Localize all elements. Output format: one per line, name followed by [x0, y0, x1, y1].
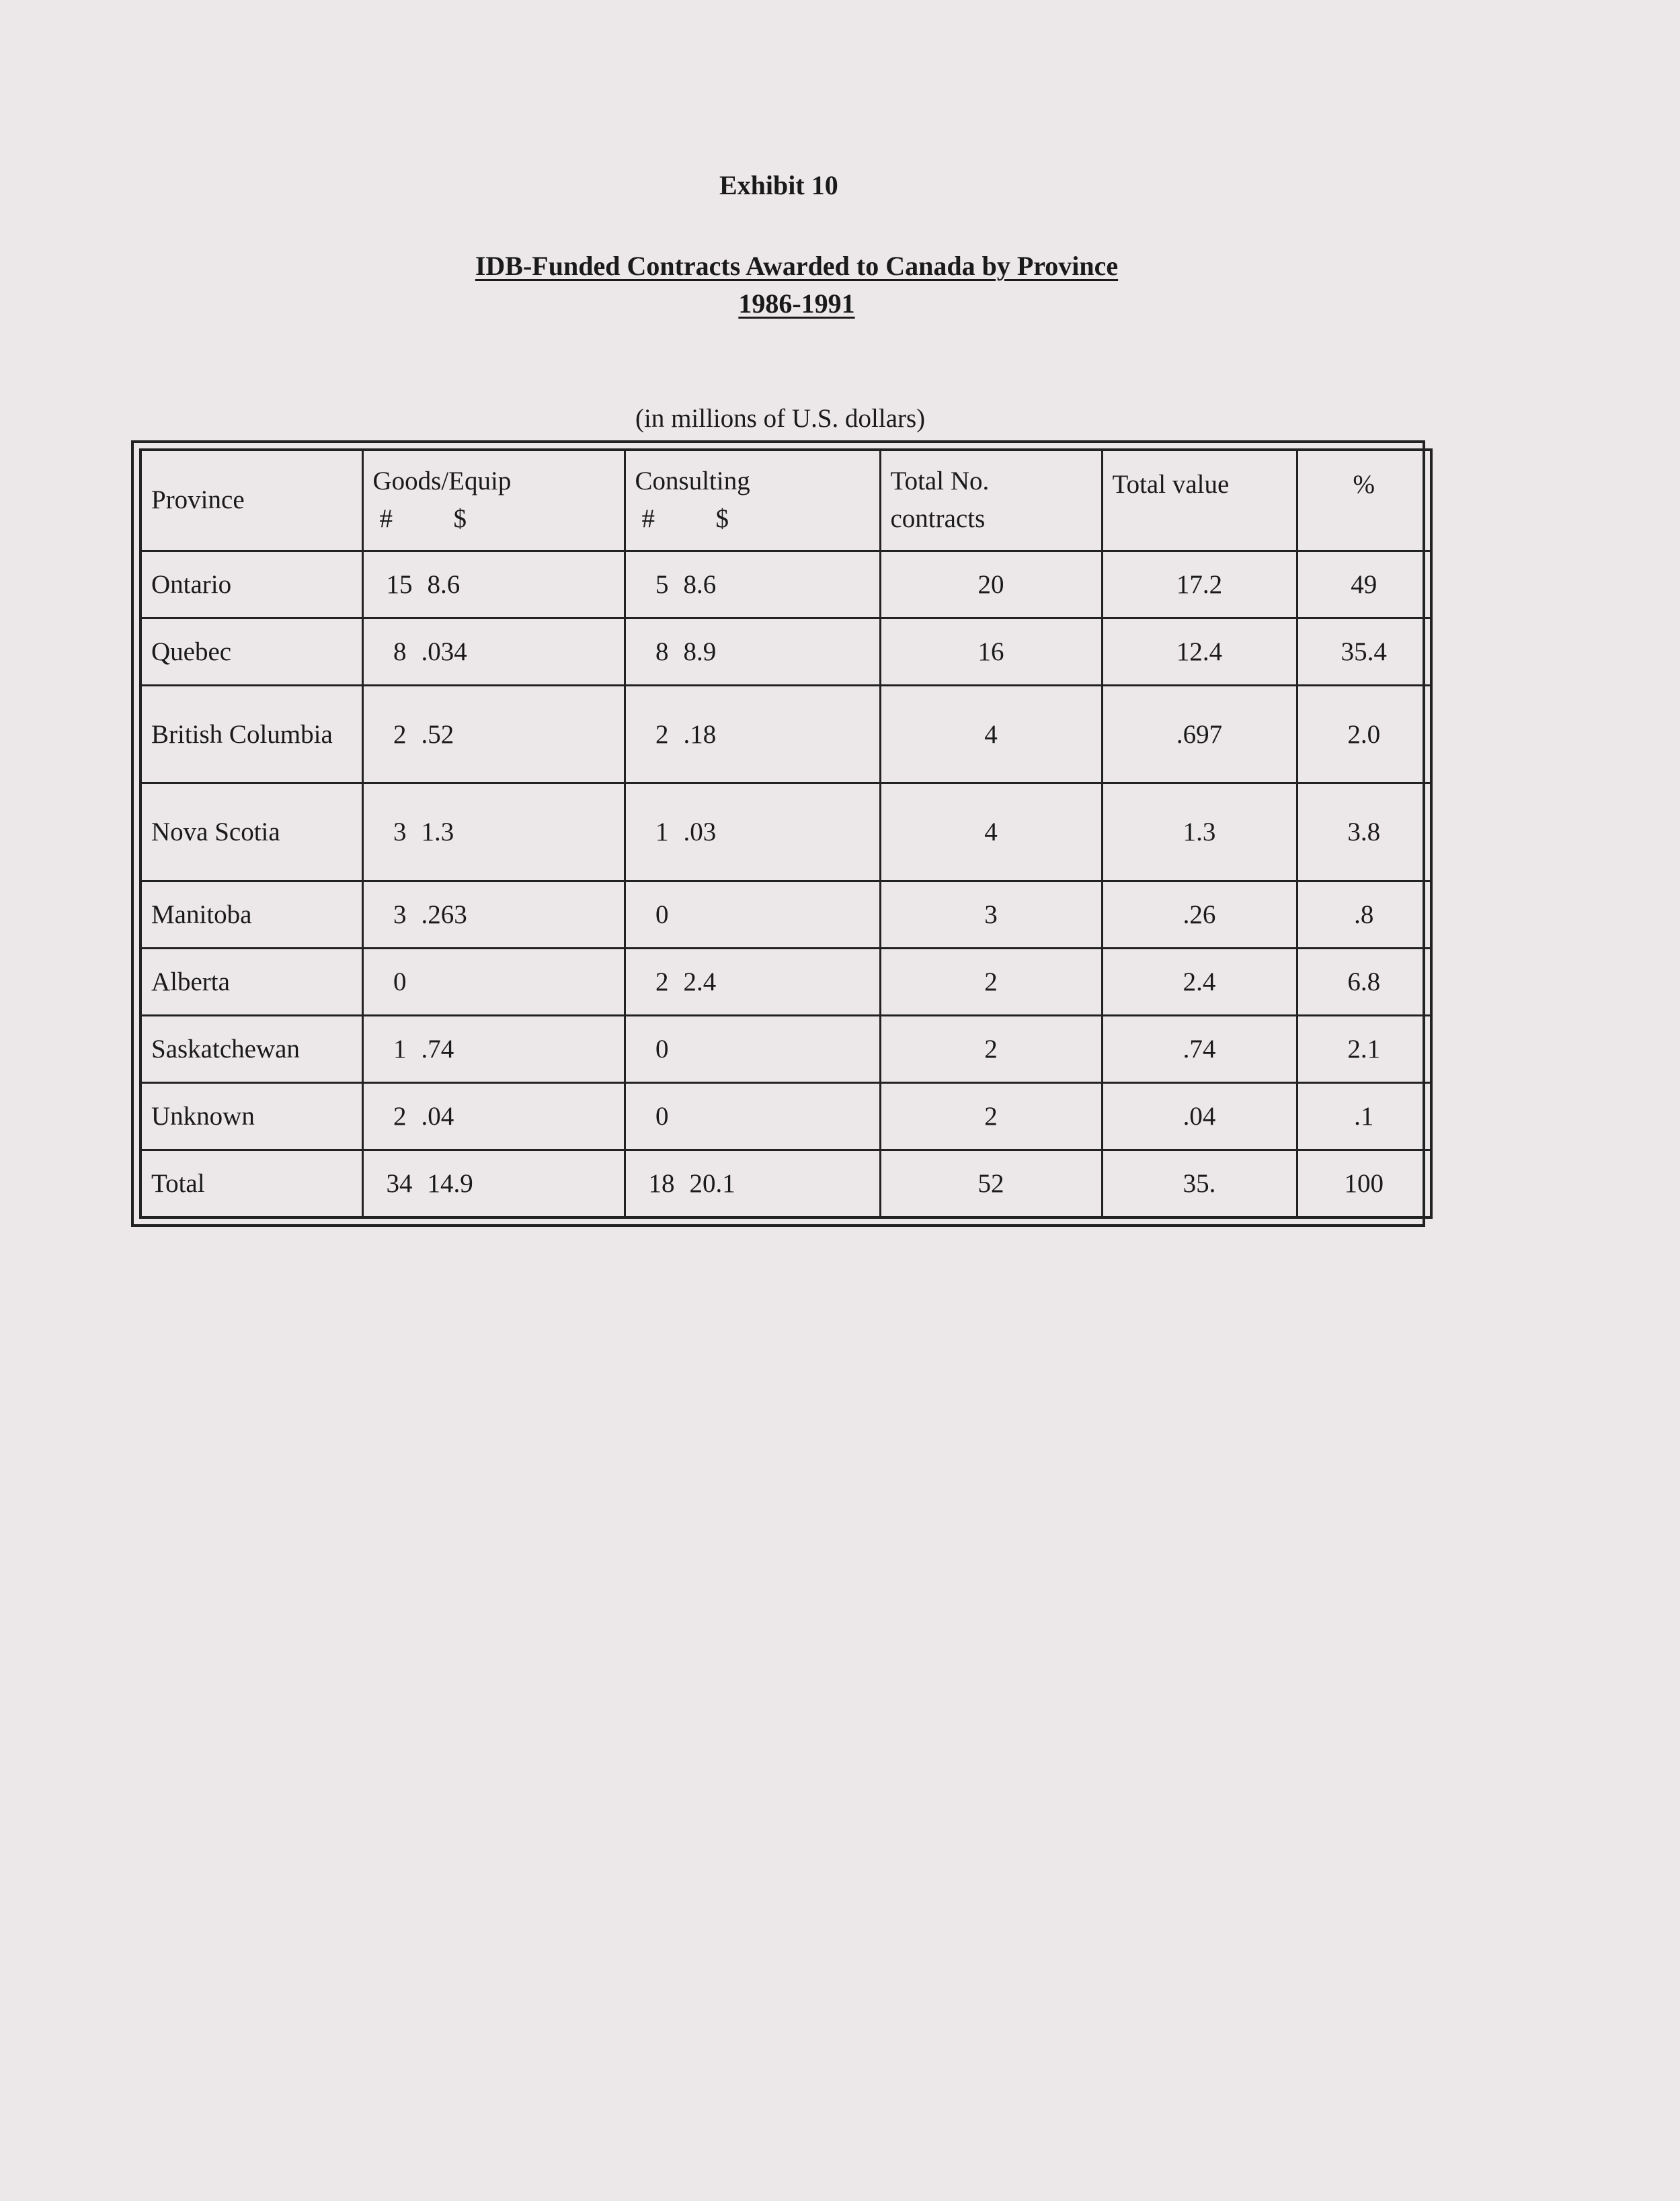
table-title: [424, 247, 1170, 323]
province-name: British Columbia: [151, 719, 333, 749]
goods-value: .74: [421, 1035, 454, 1064]
table-row: [141, 685, 1431, 783]
total-value: .26: [1183, 899, 1216, 929]
percent-value: .8: [1354, 899, 1374, 929]
goods-value: 14.9: [427, 1169, 473, 1199]
consulting-cell: [625, 551, 880, 618]
goods-cell: [362, 618, 625, 685]
total-value-cell: [1102, 685, 1297, 783]
goods-cell: [362, 1015, 625, 1082]
total-no-cell: [880, 1150, 1102, 1217]
goods-value: .04: [421, 1102, 454, 1131]
province-name: Manitoba: [151, 899, 252, 929]
header-goods: Goods/Equip # $: [362, 450, 625, 551]
consulting-cell: [625, 685, 880, 783]
table-row: [141, 881, 1431, 948]
total-value: .697: [1176, 719, 1223, 749]
percent-value: 2.1: [1347, 1035, 1381, 1064]
total-no-value: 16: [977, 637, 1004, 666]
total-no-value: 3: [984, 899, 998, 929]
total-value: .74: [1183, 1035, 1216, 1064]
province-name: Unknown: [151, 1102, 255, 1131]
header-percent: %: [1297, 450, 1431, 551]
province-name: Ontario: [151, 569, 232, 599]
consulting-cell: [625, 618, 880, 685]
contracts-table: [139, 448, 1433, 1219]
percent-value: 35.4: [1341, 637, 1387, 666]
percent-cell: [1297, 685, 1431, 783]
header-total-value: Total value: [1102, 450, 1297, 551]
province-cell: [141, 1015, 362, 1082]
province-cell: [141, 685, 362, 783]
total-no-cell: [880, 618, 1102, 685]
province-cell: [141, 948, 362, 1015]
goods-count: 3: [393, 899, 407, 929]
percent-value: 6.8: [1347, 967, 1381, 996]
total-no-cell: [880, 1083, 1102, 1150]
consulting-value: .03: [683, 817, 717, 846]
percent-value: 2.0: [1347, 719, 1381, 749]
total-value-cell: [1102, 783, 1297, 881]
goods-cell: [362, 783, 625, 881]
consulting-count: 0: [655, 899, 669, 929]
consulting-cell: [625, 1015, 880, 1082]
consulting-value: .18: [683, 719, 717, 749]
exhibit-label: Exhibit 10: [719, 170, 838, 200]
table-row: [141, 1015, 1431, 1082]
goods-count: 3: [393, 817, 407, 846]
total-no-value: 2: [984, 1102, 998, 1131]
consulting-cell: [625, 1083, 880, 1150]
total-no-value: 4: [984, 719, 998, 749]
total-no-cell: [880, 783, 1102, 881]
goods-cell: [362, 685, 625, 783]
table-row: [141, 783, 1431, 881]
total-value: 1.3: [1183, 817, 1216, 846]
province-name: Nova Scotia: [151, 817, 280, 846]
total-value: 2.4: [1183, 967, 1216, 996]
province-cell: [141, 881, 362, 948]
table-frame: [131, 440, 1425, 1227]
province-name: Total: [151, 1169, 205, 1199]
consulting-value: 8.6: [683, 569, 717, 599]
total-no-value: 52: [977, 1169, 1004, 1199]
total-value-cell: [1102, 1083, 1297, 1150]
table-row: [141, 551, 1431, 618]
consulting-cell: [625, 1150, 880, 1217]
percent-value: .1: [1354, 1102, 1374, 1131]
province-name: Saskatchewan: [151, 1035, 300, 1064]
province-cell: [141, 783, 362, 881]
goods-count: 0: [393, 967, 407, 996]
consulting-count: 0: [655, 1035, 669, 1064]
table-row: [141, 618, 1431, 685]
goods-count: 2: [393, 1102, 407, 1131]
percent-cell: [1297, 1150, 1431, 1217]
percent-value: 100: [1344, 1169, 1384, 1199]
total-no-value: 4: [984, 817, 998, 846]
table-row: [141, 1083, 1431, 1150]
percent-value: 49: [1351, 569, 1377, 599]
total-no-value: 20: [977, 569, 1004, 599]
goods-cell: [362, 881, 625, 948]
consulting-cell: [625, 783, 880, 881]
goods-cell: [362, 551, 625, 618]
header-total-no: Total No. contracts: [880, 450, 1102, 551]
percent-value: 3.8: [1347, 817, 1381, 846]
total-value-cell: [1102, 618, 1297, 685]
province-name: Quebec: [151, 637, 232, 666]
header-province: Province: [141, 450, 362, 551]
total-value: 17.2: [1176, 569, 1223, 599]
percent-cell: [1297, 1083, 1431, 1150]
percent-cell: [1297, 1015, 1431, 1082]
goods-count: 15: [386, 569, 413, 599]
total-no-value: 2: [984, 1035, 998, 1064]
province-cell: [141, 1083, 362, 1150]
consulting-count: 1: [655, 817, 669, 846]
total-no-cell: [880, 685, 1102, 783]
consulting-value: 8.9: [683, 637, 717, 666]
goods-count: 34: [386, 1169, 413, 1199]
consulting-count: 0: [655, 1102, 669, 1131]
total-value-cell: [1102, 881, 1297, 948]
title-line-1: IDB-Funded Contracts Awarded to Canada by Province: [475, 251, 1119, 281]
total-value-cell: [1102, 1150, 1297, 1217]
province-cell: [141, 1150, 362, 1217]
province-cell: [141, 618, 362, 685]
consulting-count: 2: [655, 967, 669, 996]
total-value-cell: [1102, 551, 1297, 618]
consulting-count: 8: [655, 637, 669, 666]
percent-cell: [1297, 948, 1431, 1015]
goods-cell: [362, 1083, 625, 1150]
total-value-cell: [1102, 1015, 1297, 1082]
total-no-cell: [880, 881, 1102, 948]
goods-value: .034: [421, 637, 467, 666]
table-row: [141, 948, 1431, 1015]
units-note: (in millions of U.S. dollars): [635, 404, 926, 433]
total-value-cell: [1102, 948, 1297, 1015]
title-line-2: 1986-1991: [738, 288, 855, 319]
consulting-count: 18: [648, 1169, 675, 1199]
consulting-count: 2: [655, 719, 669, 749]
total-value: 35.: [1183, 1169, 1216, 1199]
goods-value: 8.6: [427, 569, 461, 599]
consulting-value: 20.1: [689, 1169, 735, 1199]
total-value: 12.4: [1176, 637, 1223, 666]
consulting-count: 5: [655, 569, 669, 599]
goods-cell: [362, 948, 625, 1015]
goods-count: 2: [393, 719, 407, 749]
goods-count: 1: [393, 1035, 407, 1064]
province-name: Alberta: [151, 967, 230, 996]
percent-cell: [1297, 783, 1431, 881]
province-cell: [141, 551, 362, 618]
total-no-cell: [880, 948, 1102, 1015]
percent-cell: [1297, 551, 1431, 618]
header-consulting: Consulting # $: [625, 450, 880, 551]
goods-cell: [362, 1150, 625, 1217]
percent-cell: [1297, 881, 1431, 948]
header-row: [141, 450, 1431, 551]
total-row: [141, 1150, 1431, 1217]
consulting-cell: [625, 948, 880, 1015]
total-no-value: 2: [984, 967, 998, 996]
goods-count: 8: [393, 637, 407, 666]
consulting-value: 2.4: [683, 967, 717, 996]
percent-cell: [1297, 618, 1431, 685]
goods-value: .52: [421, 719, 454, 749]
total-value: .04: [1183, 1102, 1216, 1131]
total-no-cell: [880, 1015, 1102, 1082]
total-no-cell: [880, 551, 1102, 618]
goods-value: 1.3: [421, 817, 454, 846]
goods-value: .263: [421, 899, 467, 929]
consulting-cell: [625, 881, 880, 948]
